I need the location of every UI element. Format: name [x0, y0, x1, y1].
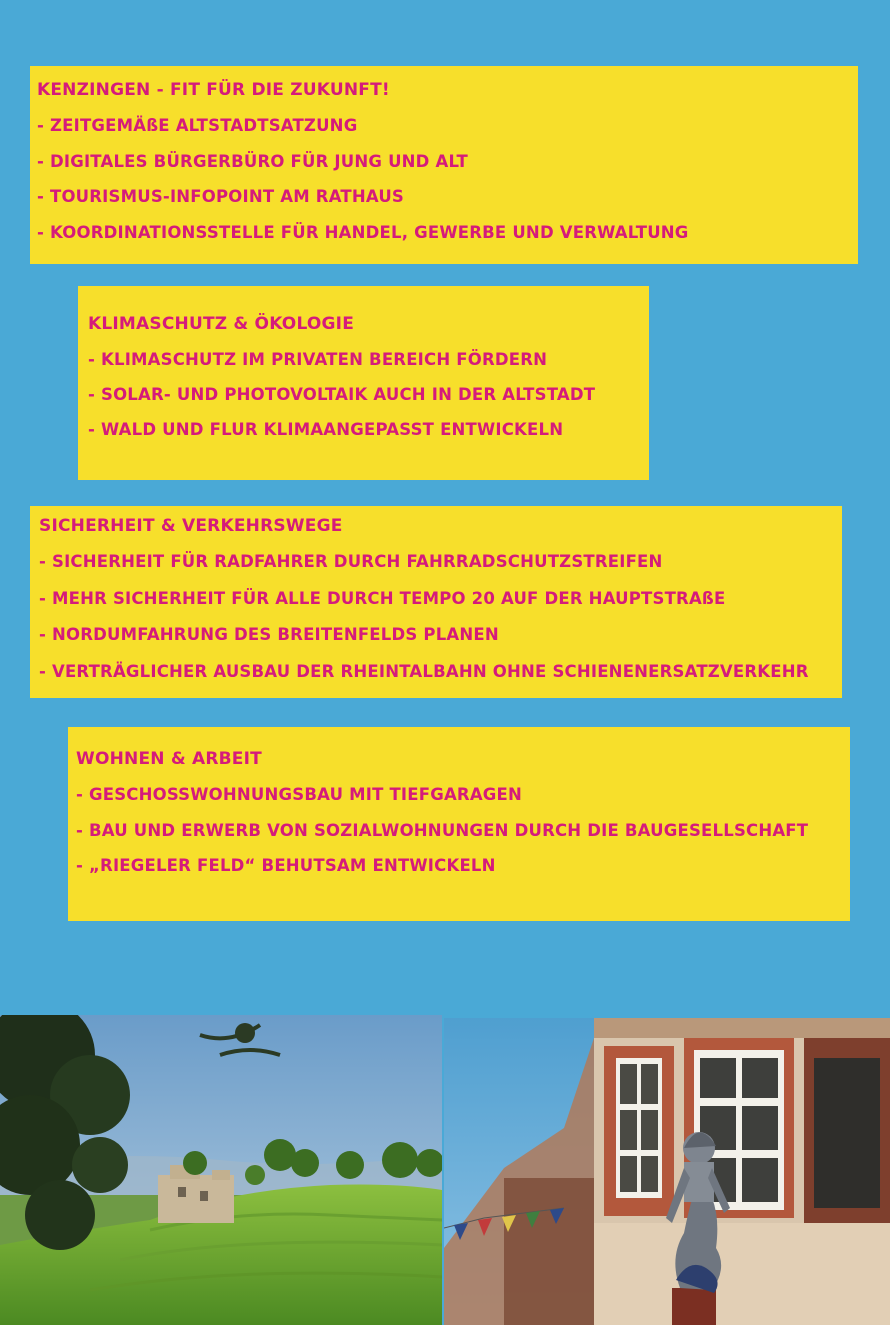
list-item: - „RIEGELER FELD“ BEHUTSAM ENTWICKELN: [76, 856, 496, 875]
list-item: - SICHERHEIT FÜR RADFAHRER DURCH FAHRRADSCHUTZSTREIFEN: [39, 552, 663, 571]
section-title: WOHNEN & ARBEIT: [76, 749, 262, 769]
list-item: - GESCHOSSWOHNUNGSBAU MIT TIEFGARAGEN: [76, 785, 523, 804]
section-title: SICHERHEIT & VERKEHRSWEGE: [39, 516, 343, 536]
list-item: - BAU UND ERWERB VON SOZIALWOHNUNGEN DURCH DIE BAUGESELLSCHAFT: [76, 820, 809, 840]
list-item: - DIGITALES BÜRGERBÜRO FÜR JUNG UND ALT: [37, 151, 468, 171]
section-box-kenzingen: [30, 66, 858, 264]
list-item: - VERTRÄGLICHER AUSBAU DER RHEINTALBAHN OHNE SCHIENENERSATZVERKEHR: [39, 661, 809, 681]
town-statue-photo: [444, 1018, 890, 1325]
list-item: - TOURISMUS-INFOPOINT AM RATHAUS: [37, 187, 404, 206]
list-item: - NORDUMFAHRUNG DES BREITENFELDS PLANEN: [39, 625, 499, 644]
section-title: KENZINGEN - FIT FÜR DIE ZUKUNFT!: [37, 80, 390, 100]
section-title: KLIMASCHUTZ & ÖKOLOGIE: [88, 314, 355, 334]
list-item: - MEHR SICHERHEIT FÜR ALLE DURCH TEMPO 20 AUF DER HAUPTSTRAßE: [39, 588, 726, 608]
section-box-sicherheit: [30, 506, 842, 698]
list-item: - KOORDINATIONSSTELLE FÜR HANDEL, GEWERBE UND VERWALTUNG: [37, 222, 689, 242]
list-item: - KLIMASCHUTZ IM PRIVATEN BEREICH FÖRDERN: [88, 350, 548, 369]
section-box-wohnen: [68, 727, 850, 921]
list-item: - ZEITGEMÄßE ALTSTADTSATZUNG: [37, 116, 358, 135]
section-box-klimaschutz: [78, 286, 649, 480]
list-item: - SOLAR- UND PHOTOVOLTAIK AUCH IN DER ALTSTADT: [88, 385, 596, 404]
list-item: - WALD UND FLUR KLIMAANGEPASST ENTWICKELN: [88, 420, 564, 439]
castle-hill-photo: [0, 1015, 442, 1325]
